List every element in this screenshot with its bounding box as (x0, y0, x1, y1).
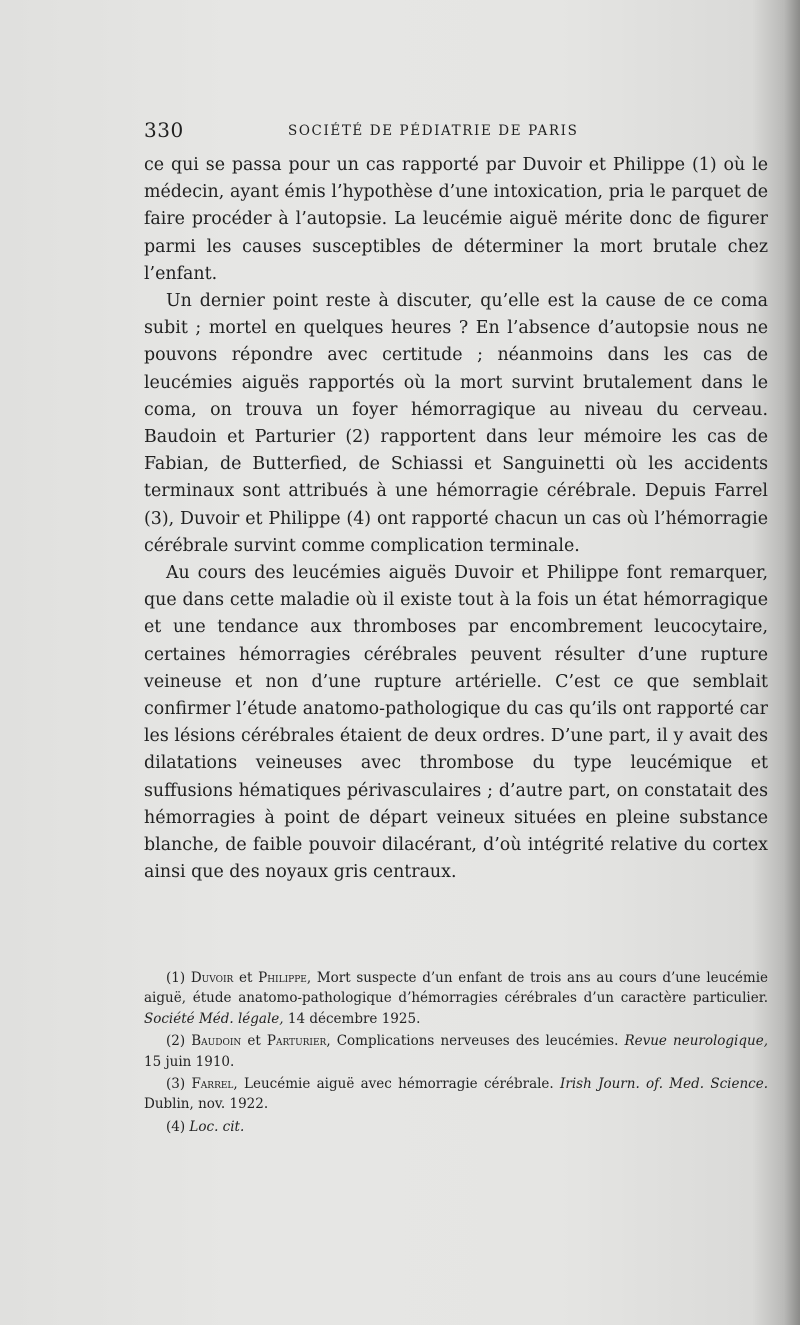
footnote-author: Parturier (266, 1033, 327, 1050)
footnote (144, 1117, 768, 1137)
paragraph: Un dernier point reste à discuter, qu’elle est la cause de ce coma subit ; mortel en quelques heures ? En l’absence d’autopsie nous ne pouvons répondre avec certitude ; néanmoins dans les cas de leucémies aiguës rapportés où la mort survint brutalement dans le coma, on trouva un foyer hémorragique au niveau du cerveau. Baudoin et Parturier (2) rapportent dans leur mémoire les cas de Fabian, de Butterfied, de Schiassi et Sanguinetti où les accidents terminaux sont attribués à une hémorragie cérébrale. Depuis Farrel (3), Duvoir et Philippe (4) ont rapporté chacun un cas où l’hémorragie cérébrale survint comme complication terminale. (144, 291, 768, 556)
footnote (144, 1031, 768, 1072)
footnotes (144, 968, 768, 1139)
paragraph: ce qui se passa pour un cas rapporté par Duvoir et Philippe (1) où le médecin, ayant émis l’hypothèse d’une intoxication, pria le parquet de faire procéder à l’autopsie. La leucémie aiguë mérite donc de figurer parmi les causes susceptibles de déterminer la mort brutale chez l’enfant. (144, 155, 768, 284)
paragraph: Au cours des leucémies aiguës Duvoir et Philippe font remarquer, que dans cette maladie où il existe tout à la fois un état hémorragique et une tendance aux thromboses par encombrement leucocytaire, certaines hémorragies cérébrales peuvent résulter d’une rupture veineuse et non d’une rupture artérielle. C’est ce que semblait confirmer l’étude anatomo-pathologique du cas qu’ils ont rapporté car les lésions cérébrales étaient de deux ordres. D’une part, il y avait des dilatations veineuses avec thrombose du type leucémique et suffusions hématiques périvasculaires ; d’autre part, on constatait des hémorragies à point de départ veineux situées en pleine substance blanche, de faible pouvoir dilacérant, d’où intégrité relative du cortex ainsi que des noyaux gris centraux. (144, 563, 768, 883)
footnote-date: 15 juin 1910. (144, 1053, 235, 1070)
footnote (144, 1074, 768, 1115)
footnote-author: Baudoin (191, 1033, 242, 1050)
body-text (144, 152, 768, 886)
page-number: 330 (144, 118, 184, 142)
footnote-text: , Mort suspecte d’un enfant de trois ans au cours d’une leucémie aiguë, étude anatomo-pathologique d’hémorragies cérébrales d’un caractère particulier. (144, 970, 769, 1007)
footnote-journal: Revue neurologique, (624, 1033, 768, 1050)
footnote-mark: (4) (166, 1118, 186, 1135)
footnote-text: , Complications nerveuses des leucémies. (326, 1033, 625, 1050)
footnote-conjunction: et (233, 970, 259, 986)
footnote-mark: (2) (166, 1033, 186, 1050)
journal-title: SOCIÉTÉ DE PÉDIATRIE DE PARIS (288, 123, 579, 139)
footnote-mark: (3) (166, 1076, 186, 1093)
footnote-author: Farrel (191, 1076, 234, 1093)
running-head (144, 118, 768, 146)
footnote-mark: (1) (166, 970, 186, 986)
footnote-author: Duvoir (190, 970, 234, 986)
footnote-date: 14 décembre 1925. (283, 1010, 421, 1027)
footnote-conjunction: et (241, 1033, 267, 1050)
footnote-journal: Irish Journ. of. Med. Science. (560, 1076, 768, 1093)
footnote-text: , Leucémie aiguë avec hémorragie cérébrale. (233, 1076, 561, 1093)
footnote-date: Dublin, nov. 1922. (144, 1096, 269, 1113)
footnote-journal: Société Méd. légale, (144, 1010, 284, 1027)
footnote (144, 968, 768, 1029)
footnote-author: Philippe (258, 970, 307, 986)
footnote-journal: Loc. cit. (189, 1118, 245, 1135)
